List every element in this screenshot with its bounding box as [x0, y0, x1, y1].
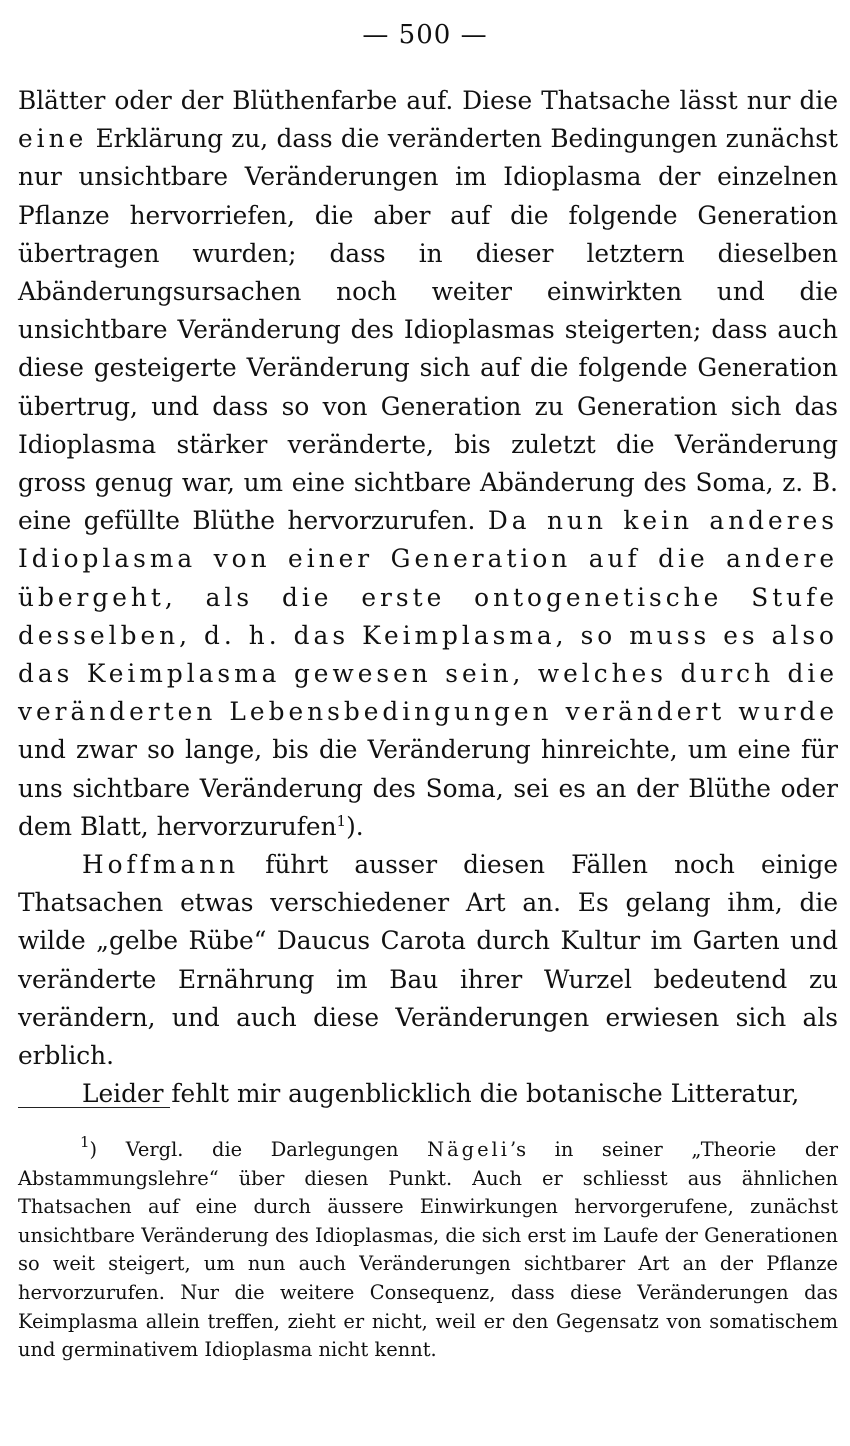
text-run: Leider fehlt mir augenblicklich die botanische Litteratur, [82, 1079, 800, 1109]
paragraph-2 [18, 846, 838, 1075]
footnote-number: 1 [80, 1133, 90, 1151]
spaced-emphasis: eine [18, 124, 88, 154]
text-run: führt ausser diesen Fällen noch einige Thatsachen etwas verschiedener Art an. Es gelang ihm, die wilde „gelbe Rübe“ Daucus Carota durch Kultur im Garten und veränderte Ernährung im Bau ihrer Wurzel bedeutend zu verändern, und auch diese Veränderungen erwiesen sich als erblich. [18, 850, 838, 1071]
text-run: und zwar so lange, bis die Veränderung hinreichte, um eine für uns sichtbare Veränderung des Soma, sei es an der Blüthe oder dem Blatt, hervorzurufen [18, 735, 838, 841]
paragraph-1 [18, 82, 838, 846]
text-run: ’s in seiner „Theorie der Abstammungslehre“ über diesen Punkt. Auch er schliesst aus ähnlichen Thatsachen auf eine durch äussere Einwirkungen hervorgerufene, zunächst unsichtbare Veränderung des Idioplasmas, die sich erst im Laufe der Generationen so weit steigert, um nun auch Veränderungen sichtbarer Art an der Pflanze hervorzurufen. Nur die weitere Consequenz, dass diese Veränderungen das Keimplasma allein treffen, zieht er nicht, weil er den Gegensatz von somatischem und germinativem Idioplasma nicht kennt. [18, 1138, 838, 1362]
main-text [18, 82, 838, 1113]
spaced-emphasis: Da nun kein anderes Idioplasma von einer Generation auf die andere übergeht, als die erste ontogenetische Stufe desselben, d. h. das Keimplasma, so muss es also das Keimplasma gewesen sein, welches durch die veränderten Lebensbedingungen verändert wurde [18, 506, 838, 727]
footnote [18, 1133, 838, 1365]
text-run: Blätter oder der Blüthenfarbe auf. Diese Thatsache lässt nur die [18, 86, 838, 115]
footnote-marker: 1 [336, 811, 347, 830]
author-name-emphasis: Hoffmann [82, 850, 240, 880]
text-run: ) Vergl. die Darlegungen [89, 1138, 428, 1161]
author-name-emphasis: Nägeli [427, 1138, 510, 1161]
text-run: ). [346, 811, 364, 841]
text-run: Erklärung zu, dass die veränderten Bedingungen zunächst nur unsichtbare Veränderungen im Idioplasma der einzelnen Pflanze hervorriefen, die aber auf die folgende Generation übertragen wurden; dass in dieser letztern dieselben Abänderungsursachen noch weiter einwirkten und die unsichtbare Veränderung des Idioplasmas steigerten; dass auch diese gesteigerte Veränderung sich auf die folgende Generation übertrug, und dass so von Generation zu Generation sich das Idioplasma stärker veränderte, bis zuletzt die Veränderung gross genug war, um eine sichtbare Abänderung des Soma, z. B. eine gefüllte Blüthe hervorzurufen. [18, 124, 838, 536]
footnote-divider [18, 1107, 170, 1108]
page-number: — 500 — [362, 20, 488, 50]
